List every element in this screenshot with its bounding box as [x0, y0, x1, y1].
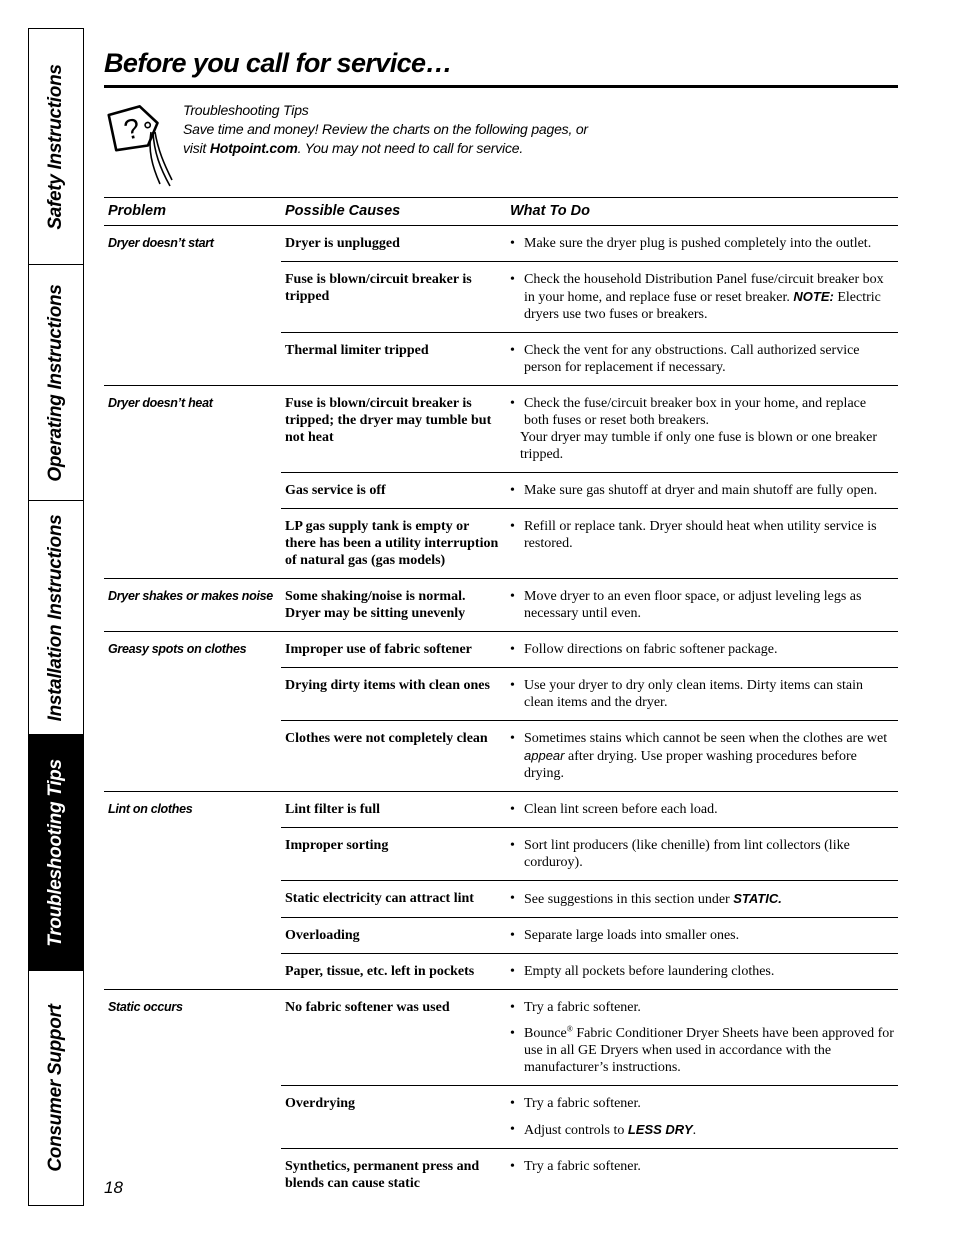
- todo-item: • Refill or replace tank. Dryer should heat when utility service is restored.: [510, 518, 894, 552]
- group-lint-on-clothes: [104, 792, 898, 990]
- todo-item: • Follow directions on fabric softener package.: [510, 641, 894, 658]
- todo-item: • Use your dryer to dry only clean items. Dirty items can stain clean items and the dryer.: [510, 677, 894, 711]
- todo-text: Sometimes stains which cannot be seen when the clothes are wet: [524, 731, 888, 746]
- cause-cell: Paper, tissue, etc. left in pockets: [281, 954, 506, 990]
- cause-cell: Drying dirty items with clean ones: [281, 668, 506, 721]
- cause-cell: Lint filter is full: [285, 802, 381, 817]
- problem-label: Greasy spots on clothes: [108, 642, 247, 656]
- todo-cell: [506, 828, 898, 881]
- static-keyword: STATIC.: [733, 891, 782, 906]
- page-number: 18: [104, 1178, 123, 1197]
- table-row: [104, 226, 898, 262]
- table-row: [104, 990, 898, 1086]
- table-header-row: [104, 198, 898, 226]
- todo-cell: [506, 509, 898, 579]
- todo-item: • Move dryer to an even floor space, or adjust leveling legs as necessary until even.: [510, 588, 894, 622]
- tab-installation-instructions[interactable]: [29, 501, 83, 735]
- cause-cell: Overdrying: [281, 1086, 506, 1149]
- todo-item: • Clean lint screen before each load.: [510, 801, 894, 818]
- todo-cell: [506, 333, 898, 386]
- cause-cell: Some shaking/noise is normal. Dryer may be sitting unevenly: [285, 589, 466, 621]
- table-row: [104, 579, 898, 632]
- todo-text: Adjust controls to: [524, 1123, 628, 1138]
- todo-text: See suggestions in this section under: [524, 892, 734, 907]
- todo-cell: [506, 632, 898, 668]
- todo-cell: [506, 1086, 898, 1149]
- less-dry-keyword: LESS DRY: [627, 1122, 693, 1137]
- registered-mark: ®: [566, 1024, 573, 1034]
- todo-cell: [506, 918, 898, 954]
- todo-text: .: [692, 1123, 697, 1138]
- todo-item: [510, 1121, 894, 1139]
- todo-item: • Check the vent for any obstructions. Call authorized service person for replacement if necessary.: [510, 342, 894, 376]
- todo-item: • Try a fabric softener.: [510, 1095, 894, 1112]
- todo-cell: [506, 386, 898, 473]
- todo-text: after drying. Use proper washing procedures before drying.: [524, 749, 857, 781]
- tips-heading: Troubleshooting Tips: [183, 102, 309, 118]
- todo-cell: [506, 721, 898, 792]
- tab-safety-instructions[interactable]: [29, 29, 83, 265]
- todo-item: • Try a fabric softener.: [510, 1158, 894, 1175]
- tips-line-1: Save time and money! Review the charts on the following pages, or: [183, 121, 588, 137]
- cause-cell: Thermal limiter tripped: [281, 333, 506, 386]
- brand-name: Bounce: [524, 1026, 567, 1041]
- troubleshooting-table: [104, 197, 898, 1201]
- table-row: [104, 632, 898, 668]
- tab-label: Installation Instructions: [45, 514, 66, 721]
- tab-label: Operating Instructions: [45, 283, 66, 482]
- table-row: [104, 792, 898, 828]
- cause-cell: No fabric softener was used: [285, 1000, 450, 1015]
- cause-cell: Synthetics, permanent press and blends can cause static: [281, 1149, 506, 1202]
- group-static-occurs: [104, 990, 898, 1202]
- todo-item: • Sort lint producers (like chenille) from lint collectors (like corduroy).: [510, 837, 894, 871]
- problem-label: Dryer doesn’t start: [108, 236, 214, 250]
- cause-cell: Fuse is blown/circuit breaker is tripped: [281, 262, 506, 333]
- cause-cell: Fuse is blown/circuit breaker is tripped; the dryer may tumble but not heat: [285, 396, 492, 445]
- group-dryer-shakes: [104, 579, 898, 632]
- note-label: NOTE:: [793, 289, 834, 304]
- tab-operating-instructions[interactable]: [29, 265, 83, 501]
- todo-text: Fabric Conditioner Dryer Sheets have been approved for use in all GE Dryers when used in accordance with the manufacturer’s instructions.: [524, 1026, 894, 1075]
- problem-label: Dryer doesn’t heat: [108, 396, 213, 410]
- todo-cell: [506, 954, 898, 990]
- todo-item: • Separate large loads into smaller ones.: [510, 927, 894, 944]
- question-tag-icon: [104, 100, 180, 192]
- tab-consumer-support[interactable]: [29, 971, 83, 1204]
- troubleshooting-tips-intro: [183, 101, 588, 158]
- problem-label: Lint on clothes: [108, 802, 193, 816]
- cause-cell: Improper use of fabric softener: [285, 642, 472, 657]
- todo-text: Check the household Distribution Panel fuse/circuit breaker box in your home, and replace fuse or reset breaker.: [524, 272, 884, 305]
- problem-label: Dryer shakes or makes noise: [108, 589, 273, 603]
- side-tab-bar: [28, 28, 84, 1206]
- todo-emphasis: appear: [524, 748, 565, 763]
- cause-cell: Dryer is unplugged: [285, 236, 400, 251]
- tab-label: Consumer Support: [45, 1003, 66, 1172]
- group-greasy-spots: [104, 632, 898, 792]
- todo-item: [510, 1025, 894, 1076]
- todo-cell: [506, 792, 898, 828]
- todo-cell: [506, 990, 898, 1086]
- todo-cell: [506, 668, 898, 721]
- tips-line-2-prefix: visit: [183, 140, 210, 156]
- header-what-to-do: What To Do: [510, 203, 590, 219]
- todo-item: • Check the fuse/circuit breaker box in your home, and replace both fuses or reset both breakers.: [510, 395, 894, 429]
- cause-cell: Clothes were not completely clean: [281, 721, 506, 792]
- todo-cell: [506, 226, 898, 262]
- tab-label: Safety Instructions: [45, 63, 66, 230]
- todo-item: • Make sure the dryer plug is pushed completely into the outlet.: [510, 235, 894, 252]
- cause-cell: Improper sorting: [281, 828, 506, 881]
- problem-label: Static occurs: [108, 1000, 183, 1014]
- todo-item: • Try a fabric softener.: [510, 999, 894, 1016]
- cause-cell: Overloading: [281, 918, 506, 954]
- todo-cell: [506, 473, 898, 509]
- todo-cell: [506, 579, 898, 632]
- todo-item: [510, 730, 894, 782]
- cause-cell: Static electricity can attract lint: [281, 881, 506, 918]
- title-rule: [104, 85, 898, 88]
- website-link[interactable]: Hotpoint.com: [209, 140, 298, 156]
- todo-item: • Make sure gas shutoff at dryer and main shutoff are fully open.: [510, 482, 894, 499]
- todo-item: • Empty all pockets before laundering clothes.: [510, 963, 894, 980]
- cause-cell: LP gas supply tank is empty or there has been a utility interruption of natural gas (gas models): [281, 509, 506, 579]
- tab-label: Troubleshooting Tips: [45, 758, 66, 947]
- todo-cell: [506, 1149, 898, 1202]
- group-dryer-doesnt-start: [104, 226, 898, 386]
- note-text: Electric dryers use two fuses or breakers.: [524, 290, 881, 322]
- tips-line-2-suffix: . You may not need to call for service.: [297, 140, 524, 156]
- svg-text:?: ?: [121, 112, 143, 146]
- todo-extra: Your dryer may tumble if only one fuse is blown or one breaker tripped.: [520, 430, 878, 462]
- table-row: [104, 386, 898, 473]
- todo-item: [510, 271, 894, 323]
- tips-line-2: [183, 139, 588, 158]
- todo-item: [510, 890, 894, 908]
- cause-cell: Gas service is off: [281, 473, 506, 509]
- todo-cell: [506, 262, 898, 333]
- tab-troubleshooting-tips[interactable]: [29, 735, 83, 971]
- page-title: Before you call for service…: [104, 48, 452, 78]
- header-possible-causes: Possible Causes: [285, 203, 401, 219]
- header-problem: Problem: [108, 203, 167, 219]
- todo-cell: [506, 881, 898, 918]
- group-dryer-doesnt-heat: [104, 386, 898, 579]
